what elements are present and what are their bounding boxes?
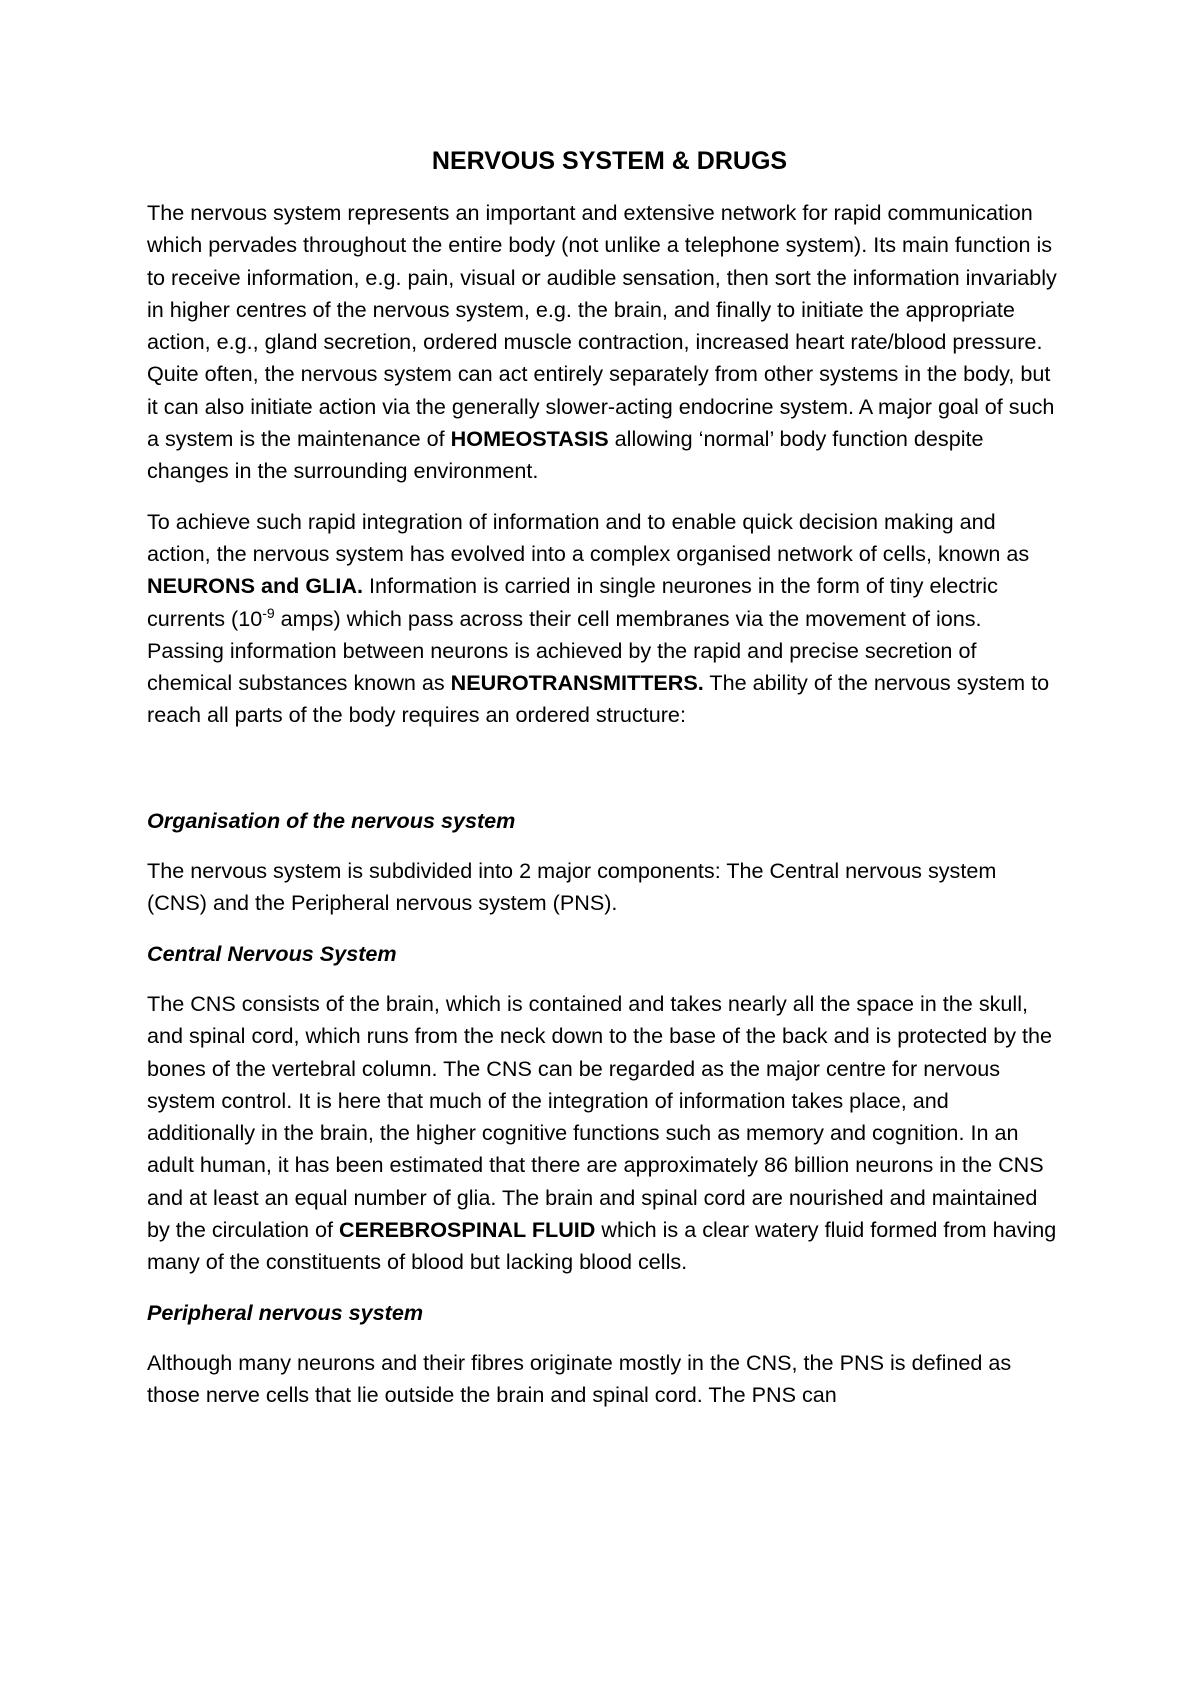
cns-heading: Central Nervous System — [147, 940, 397, 966]
document-title: NERVOUS SYSTEM & DRUGS — [431, 147, 788, 175]
cns-paragraph: The CNS consists of the brain, which is contained and takes nearly all the space in the skull, and spinal cord, which runs from the neck down to the base of the back and is protected by the bones of the vertebral column. The CNS can be regarded as the major centre for nervous system control. It is here that much of the integration of information takes place, and additionally in the brain, the higher cognitive functions such as memory and cognition. In an adult human, it has been estimated that there are approximately 86 billion neurons in the CNS and at least an equal number of glia. The brain and spinal cord are nourished and maintained by the circulation of CEREBROSPINAL FLUID which is a clear watery fluid formed from having many of the constituents of blood but lacking blood cells. — [147, 990, 1057, 1275]
pns-heading: Peripheral nervous system — [147, 1299, 424, 1325]
exponent: -9 — [262, 604, 275, 621]
neurons-glia-term: NEURONS and GLIA. — [147, 573, 363, 599]
pns-paragraph: Although many neurons and their fibres originate mostly in the CNS, the PNS is defined as those nerve cells that lie outside the brain and spinal cord. The PNS can — [147, 1349, 1012, 1408]
organisation-heading: Organisation of the nervous system — [147, 807, 516, 833]
intro-paragraph-2: To achieve such rapid integration of information and to enable quick decision making and action, the nervous system has evolved into a complex organised network of cells, known as NEURONS and GLIA. Information is carried in single neurones in the form of tiny electric currents ($10^{-9}$ amps) which pass across their cell membranes via the movement of ions. Passing information between neurons is achieved by the rapid and precise secretion of chemical substances known as NEUROTRANSMITTERS. The ability of the nervous system to reach all parts of the body requires an ordered structure: — [147, 508, 1050, 728]
csf-term: CEREBROSPINAL FLUID — [339, 1217, 596, 1243]
homeostasis-term: HOMEOSTASIS — [450, 426, 609, 452]
intro-paragraph-1: The nervous system represents an important and extensive network for rapid communication which pervades throughout the entire body (not unlike a telephone system). Its main function is to receive information, e.g. pain, visual or audible sensation, then sort the information invariably in higher centres of the nervous system, e.g. the brain, and finally to initiate the appropriate action, e.g., gland secretion, ordered muscle contraction, increased heart rate/blood pressure. Quite often, the nervous system can act entirely separately from other systems in the body, but it can also initiate action via the generally slower-acting endocrine system. A major goal of such a system is the maintenance of HOMEOSTASIS allowing ‘normal’ body function despite changes in the surrounding environment. — [147, 200, 1057, 484]
neurotransmitters-term: NEUROTRANSMITTERS. — [450, 670, 704, 696]
section-spacer — [147, 750, 1060, 805]
organisation-paragraph: The nervous system is subdivided into 2 major components: The Central nervous system (CNS) and the Peripheral nervous system (PNS). — [147, 858, 997, 916]
